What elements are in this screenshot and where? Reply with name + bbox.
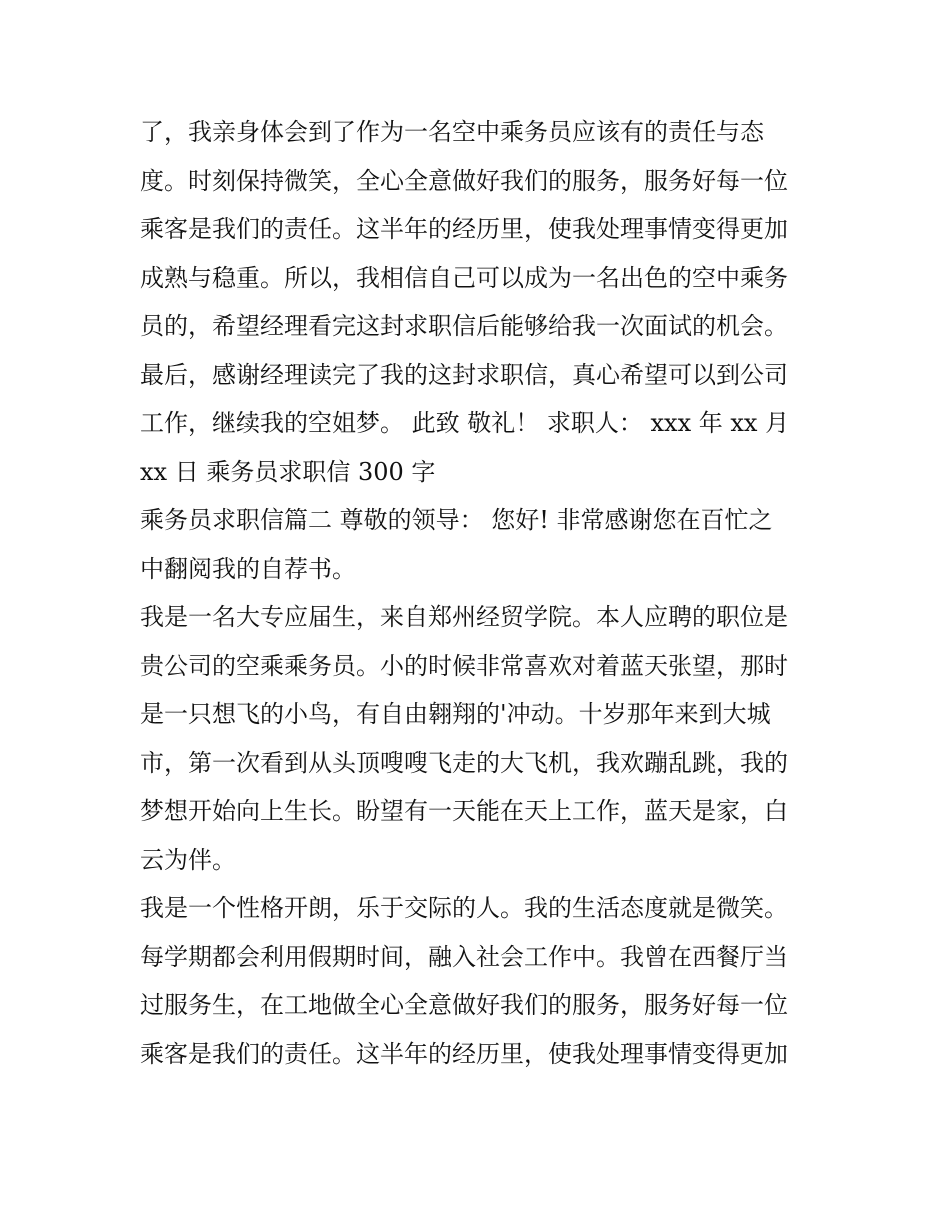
text-line: 乘务员求职信篇二 尊敬的领导： 您好! 非常感谢您在百忙之 bbox=[140, 506, 773, 534]
text-line: 中翻阅我的自荐书。 bbox=[140, 554, 356, 583]
text-line: 云为伴。 bbox=[140, 845, 236, 874]
text-line: 我是一名大专应届生，来自郑州经贸学院。本人应聘的职位是 bbox=[140, 603, 788, 631]
text-line: 最后，感谢经理读完了我的这封求职信，真心希望可以到公司 bbox=[140, 360, 788, 389]
text-line: 市，第一次看到从头顶嗖嗖飞走的大飞机，我欢蹦乱跳，我的 bbox=[140, 748, 788, 777]
text-line: 工作，继续我的空姐梦。 此致 敬礼！ 求职人： xxx 年 xx 月 bbox=[140, 409, 790, 437]
text-line: xx 日 乘务员求职信 300 字 bbox=[140, 457, 436, 486]
text-line: 梦想开始向上生长。盼望有一天能在天上工作，蓝天是家，白 bbox=[140, 797, 788, 825]
text-line: 成熟与稳重。所以，我相信自己可以成为一名出色的空中乘务 bbox=[140, 263, 788, 292]
document-body-text bbox=[140, 108, 820, 1078]
text-line: 度。时刻保持微笑，全心全意做好我们的服务，服务好每一位 bbox=[140, 166, 788, 195]
text-line: 是一只想飞的小鸟，有自由翱翔的'冲动。十岁那年来到大城 bbox=[140, 700, 771, 728]
text-line: 乘客是我们的责任。这半年的经历里，使我处理事情变得更加 bbox=[140, 1039, 788, 1068]
text-line: 我是一个性格开朗，乐于交际的人。我的生活态度就是微笑。 bbox=[140, 894, 788, 922]
text-line: 员的，希望经理看完这封求职信后能够给我一次面试的机会。 bbox=[140, 312, 788, 340]
text-line: 每学期都会利用假期时间，融入社会工作中。我曾在西餐厅当 bbox=[140, 942, 788, 971]
text-line: 贵公司的空乘乘务员。小的时候非常喜欢对着蓝天张望，那时 bbox=[140, 651, 788, 680]
text-line: 乘客是我们的责任。这半年的经历里，使我处理事情变得更加 bbox=[140, 215, 788, 243]
text-line: 了，我亲身体会到了作为一名空中乘务员应该有的责任与态 bbox=[140, 118, 764, 146]
text-line: 过服务生，在工地做全心全意做好我们的服务，服务好每一位 bbox=[140, 991, 788, 1019]
